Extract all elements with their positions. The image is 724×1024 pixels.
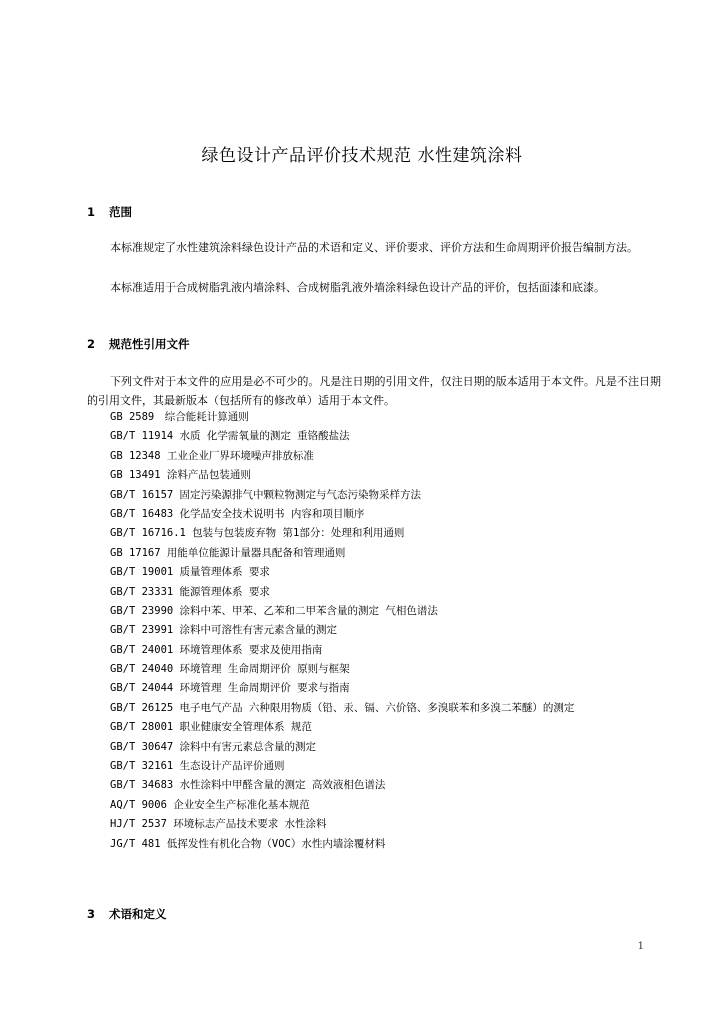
reference-item: GB/T 23991 涂料中可溶性有害元素含量的测定 — [110, 624, 338, 637]
reference-item: GB/T 16157 固定污染源排气中颗粒物测定与气态污染物采样方法 — [110, 488, 422, 501]
scope-paragraph-1: 本标准规定了水性建筑涂料绿色设计产品的术语和定义、评价要求、评价方法和生命周期评价报告编制方法。 — [110, 241, 638, 254]
reference-item: GB/T 16483 化学品安全技术说明书 内容和项目顺序 — [110, 507, 365, 520]
reference-item: GB 13491 涂料产品包装通则 — [110, 469, 251, 482]
reference-item: AQ/T 9006 企业安全生产标准化基本规范 — [110, 798, 310, 811]
reference-item: GB/T 23990 涂料中苯、甲苯、乙苯和二甲苯含量的测定 气相色谱法 — [110, 604, 438, 617]
reference-item: GB 2589 综合能耗计算通则 — [110, 411, 249, 423]
reference-item: GB/T 34683 水性涂料中甲醛含量的测定 高效液相色谱法 — [110, 779, 386, 792]
reference-item: GB 17167 用能单位能源计量器具配备和管理通则 — [110, 546, 346, 559]
page-number: 1 — [637, 941, 644, 952]
section-title: 术语和定义 — [109, 907, 167, 921]
section-number: 2 — [87, 337, 96, 351]
reference-item: GB 12348 工业企业厂界环境噪声排放标准 — [110, 449, 314, 462]
scope-paragraph-2: 本标准适用于合成树脂乳液内墙涂料、合成树脂乳液外墙涂料绿色设计产品的评价，包括面漆和底漆。 — [110, 281, 605, 294]
reference-list — [110, 408, 574, 854]
reference-item: GB/T 28001 职业健康安全管理体系 规范 — [110, 721, 312, 734]
reference-item: GB/T 30647 涂料中有害元素总含量的测定 — [110, 740, 317, 753]
reference-item: GB/T 32161 生态设计产品评价通则 — [110, 760, 285, 773]
reference-item: GB/T 16716.1 包装与包装废弃物 第1部分：处理和利用通则 — [110, 527, 405, 540]
section-heading-scope — [87, 204, 132, 220]
reference-item: HJ/T 2537 环境标志产品技术要求 水性涂料 — [110, 818, 327, 831]
references-intro-paragraph: 下列文件对于本文件的应用是必不可少的。凡是注日期的引用文件，仅注日期的版本适用于本文件。凡是不注日期的引用文件，其最新版本（包括所有的修改单）适用于本文件。 — [87, 375, 661, 407]
reference-item: GB/T 23331 能源管理体系 要求 — [110, 585, 270, 598]
section-title: 规范性引用文件 — [109, 337, 190, 351]
section-number: 1 — [87, 205, 96, 219]
section-title: 范围 — [109, 205, 133, 219]
reference-item: JG/T 481 低挥发性有机化合物（VOC）水性内墙涂覆材料 — [110, 837, 386, 850]
document-title: 绿色设计产品评价技术规范 水性建筑涂料 — [201, 146, 523, 166]
section-heading-normative-references — [87, 336, 190, 352]
reference-item: GB/T 26125 电子电气产品 六种限用物质（铅、汞、镉、六价铬、多溴联苯和多溴二苯醚）的测定 — [110, 701, 575, 714]
reference-item: GB/T 24001 环境管理体系 要求及使用指南 — [110, 643, 323, 656]
reference-item: GB/T 19001 质量管理体系 要求 — [110, 566, 270, 579]
section-heading-terms-and-definitions — [87, 906, 167, 922]
reference-item: GB/T 11914 水质 化学需氧量的测定 重铬酸盐法 — [110, 430, 350, 443]
reference-item: GB/T 24040 环境管理 生命周期评价 原则与框架 — [110, 663, 350, 676]
section-number: 3 — [87, 907, 96, 921]
reference-item: GB/T 24044 环境管理 生命周期评价 要求与指南 — [110, 682, 350, 695]
